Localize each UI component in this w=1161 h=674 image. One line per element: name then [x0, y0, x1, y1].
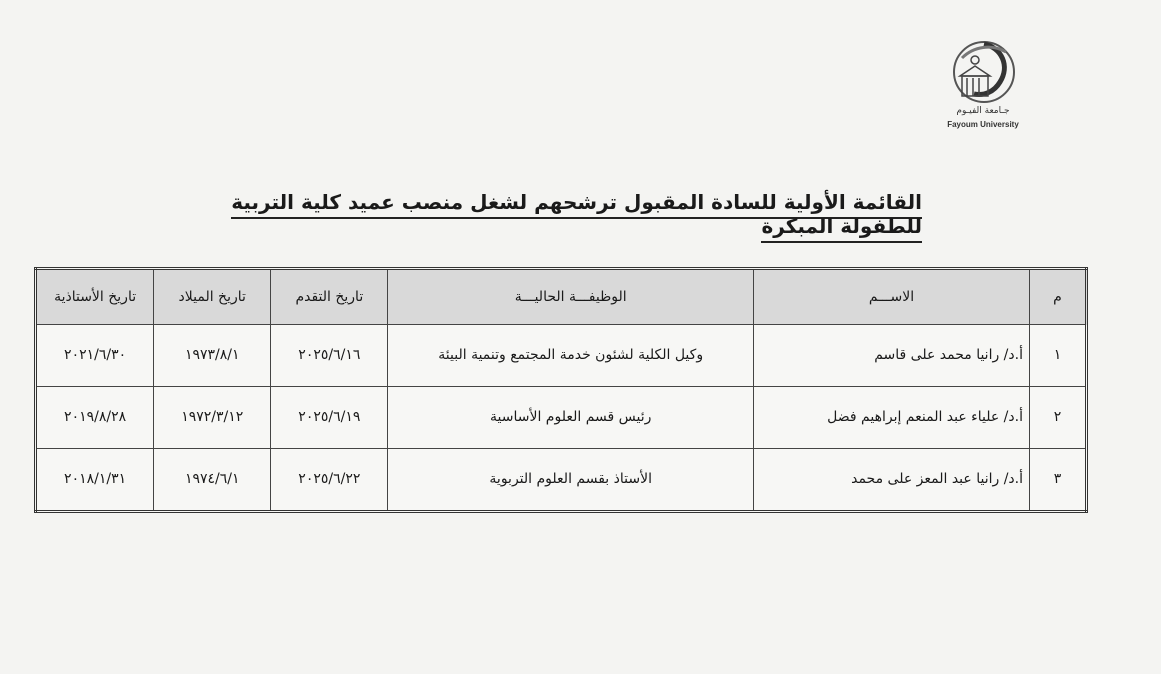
page-title-text: القائمة الأولية للسادة المقبول ترشحهم لشغل منصب عميد كلية التربية للطفولة المبكرة	[231, 190, 922, 243]
candidate-name: أ.د/ رانيا عبد المعز على محمد	[754, 448, 1030, 511]
university-logo	[938, 38, 1038, 138]
table-row	[36, 325, 1087, 387]
candidate-name: أ.د/ علياء عبد المنعم إبراهيم فضل	[754, 386, 1030, 448]
candidate-job: وكيل الكلية لشئون خدمة المجتمع وتنمية البيئة	[388, 325, 754, 387]
logo-english-name: Fayoum University	[947, 120, 1019, 129]
logo-arabic-name: جـامعة الفيـوم	[956, 106, 1010, 116]
header-number: م	[1029, 269, 1086, 325]
row-number: ١	[1029, 325, 1086, 387]
birth-date: ١٩٧٤/٦/١	[154, 448, 271, 511]
header-current-job: الوظيفـــة الحاليـــة	[388, 269, 754, 325]
header-name: الاســـم	[754, 269, 1030, 325]
application-date: ٢٠٢٥/٦/١٩	[271, 386, 388, 448]
application-date: ٢٠٢٥/٦/٢٢	[271, 448, 388, 511]
page-title	[150, 190, 922, 238]
professorship-date: ٢٠٢١/٦/٣٠	[36, 325, 154, 387]
candidate-job: الأستاذ بقسم العلوم التربوية	[388, 448, 754, 511]
table-row	[36, 448, 1087, 511]
birth-date: ١٩٧٢/٣/١٢	[154, 386, 271, 448]
professorship-date: ٢٠١٨/١/٣١	[36, 448, 154, 511]
professorship-date: ٢٠١٩/٨/٢٨	[36, 386, 154, 448]
table-header-row	[36, 269, 1087, 325]
candidates-table	[34, 267, 1088, 513]
table-row	[36, 386, 1087, 448]
candidate-name: أ.د/ رانيا محمد على قاسم	[754, 325, 1030, 387]
header-professorship-date: تاريخ الأستاذية	[36, 269, 154, 325]
header-birth-date: تاريخ الميلاد	[154, 269, 271, 325]
row-number: ٢	[1029, 386, 1086, 448]
candidate-job: رئيس قسم العلوم الأساسية	[388, 386, 754, 448]
row-number: ٣	[1029, 448, 1086, 511]
university-emblem-icon	[944, 38, 1024, 106]
header-application-date: تاريخ التقدم	[271, 269, 388, 325]
application-date: ٢٠٢٥/٦/١٦	[271, 325, 388, 387]
birth-date: ١٩٧٣/٨/١	[154, 325, 271, 387]
